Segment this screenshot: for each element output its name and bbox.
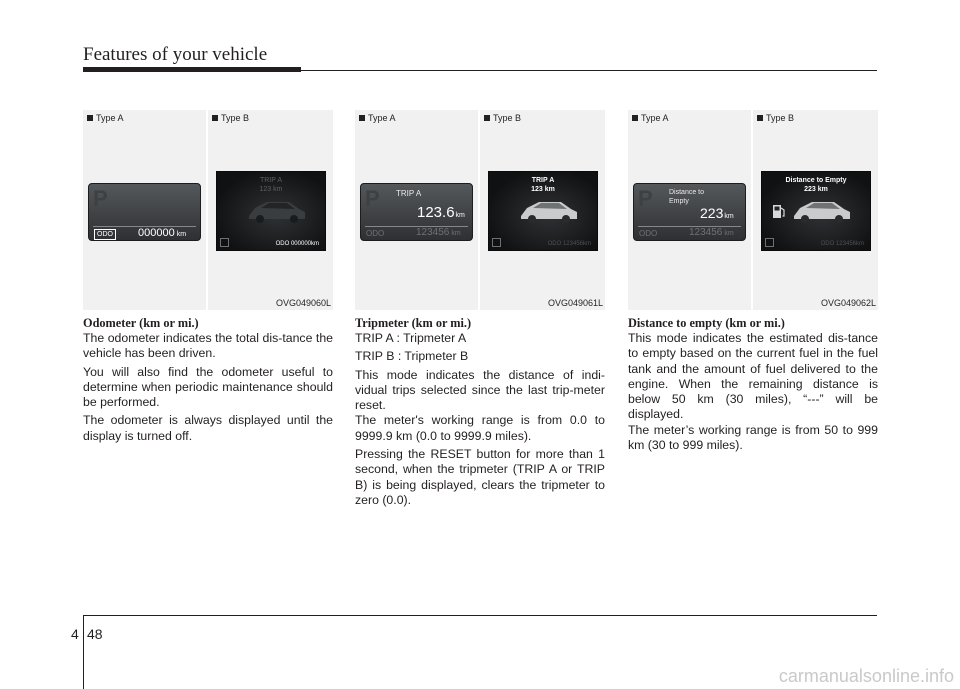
paragraph: TRIP A : Tripmeter A [355,331,467,345]
type-b-label: Type B [484,113,521,123]
paragraph: This mode indicates the distance of indi-vidual trips selected since the last trip-meter reset. [355,367,605,413]
odo-readout: ODO 000000km [275,241,319,247]
odometer-column [83,110,333,444]
type-a-label: Type A [359,113,396,123]
figure-divider [751,110,753,310]
car-icon [790,194,854,226]
dte-label: Distance to Empty [669,189,705,205]
paragraph: TRIP B : Tripmeter B [355,349,469,364]
trip-value: 123.6km [417,204,465,221]
display-corner-icon [765,238,774,247]
tripmeter-figure [355,110,605,310]
page-header-title: Features of your vehicle [83,44,268,65]
cluster-display-type-b [761,171,871,251]
figure-code: OVG049062L [820,298,876,308]
car-icon [517,194,581,226]
cluster-display-type-b [488,171,598,251]
odo-readout: ODO 123456km [547,241,591,247]
odo-readout: ODO 123456km [820,241,864,247]
figure-divider [478,110,480,310]
type-a-label: Type A [632,113,669,123]
distance-to-empty-column [628,110,878,453]
odo-label: ODO [366,229,385,238]
footer-rule [83,615,877,616]
gear-indicator: P [365,186,380,211]
cluster-display-type-a [88,183,201,241]
figure-code: OVG049061L [547,298,603,308]
odo-value: 123456 km [689,227,734,238]
paragraph: This mode indicates the estimated dis-tance to empty based on the current fuel in the fuel tank and the amount of fuel delivered to the engine. When the remaining distance is below 50 km (30 miles), “---” will be displayed. [628,331,878,422]
paragraph: Pressing the RESET button for more than 1 second, when the tripmeter (TRIP A or TRIP B) is being displayed, clears the tripmeter to zero (0.0). [355,447,605,507]
odo-label: ODO [639,229,658,238]
square-bullet-icon [757,115,763,121]
section-title: Distance to empty (km or mi.) [628,316,785,330]
type-b-label: Type B [212,113,249,123]
trip-title: TRIP A 123 km [531,177,555,193]
gear-indicator: P [638,186,653,211]
paragraph: The odometer indicates the total dis-tance the vehicle has been driven. [83,331,333,361]
paragraph: The meter’s working range is from 50 to 999 km (30 to 999 miles). [628,422,878,453]
gear-indicator: P [93,186,108,211]
paragraph: You will also find the odometer useful to determine when periodic maintenance should be performed. [83,364,333,410]
display-corner-icon [220,238,229,247]
figure-code: OVG049060L [275,298,331,308]
dte-value: 223km [700,205,734,221]
odo-value: 000000 km [138,227,187,239]
section-title: Tripmeter (km or mi.) [355,316,472,330]
cluster-display-type-a [360,183,473,241]
section-title: Odometer (km or mi.) [83,316,199,330]
page-number: 48 [87,626,103,642]
square-bullet-icon [87,115,93,121]
footer-divider [83,615,84,689]
type-a-label: Type A [87,113,124,123]
cluster-display-type-b [216,171,326,251]
square-bullet-icon [484,115,490,121]
distance-to-empty-figure [628,110,878,310]
square-bullet-icon [359,115,365,121]
paragraph: The odometer is always displayed until the display is turned off. [83,413,333,443]
odo-value: 123456 km [416,227,461,238]
dte-title: Distance to Empty 223 km [785,177,847,193]
trip-title: TRIP A 123 km [259,177,283,193]
odo-label: ODO [94,229,116,240]
paragraph: The meter's working range is from 0.0 to 9999.9 km (0.0 to 9999.9 miles). [355,413,605,443]
header-bar [83,67,301,72]
watermark: carmanualsonline.info [778,666,954,686]
cluster-display-type-a [633,183,746,241]
odometer-figure [83,110,333,310]
type-b-label: Type B [757,113,794,123]
header-rule [301,70,877,71]
square-bullet-icon [212,115,218,121]
tripmeter-column [355,110,605,508]
square-bullet-icon [632,115,638,121]
trip-label: TRIP A [396,189,422,198]
fuel-pump-icon [772,203,786,219]
car-icon [245,194,309,226]
figure-divider [206,110,208,310]
display-corner-icon [492,238,501,247]
chapter-number: 4 [71,626,79,642]
